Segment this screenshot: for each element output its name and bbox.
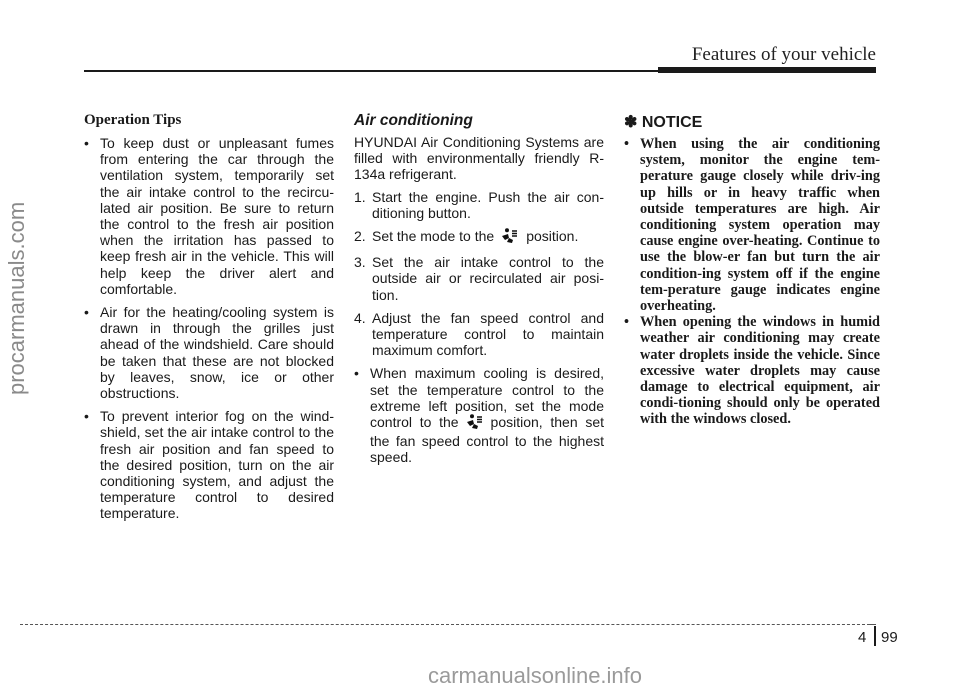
step-number: 1. bbox=[354, 188, 366, 205]
bullet-text-post: position, then set the fan speed control to the highest speed. bbox=[370, 414, 604, 466]
footer-rule bbox=[20, 624, 870, 625]
bullet-mark: • bbox=[84, 304, 89, 321]
bullet-mark: • bbox=[84, 408, 89, 425]
step-text-post: position. bbox=[526, 228, 579, 245]
running-header: Features of your vehicle bbox=[691, 44, 876, 65]
page-number-separator bbox=[874, 626, 876, 646]
side-watermark[interactable]: procarmanuals.com bbox=[4, 201, 29, 395]
chapter-number: 4 bbox=[858, 629, 867, 646]
bullet-mark: • bbox=[624, 136, 630, 152]
notice-item-text: When opening the windows in humid weather air conditioning may create water droplets inside the vehicle. Since excessive water droplets may cause damage to electrical equipment, air condi-tioning should only be operated with the windows closed. bbox=[640, 314, 880, 428]
notice-item bbox=[624, 314, 880, 427]
bottom-watermark[interactable]: carmanualsonline.info bbox=[428, 663, 643, 688]
column-air-conditioning bbox=[354, 112, 604, 473]
step-item bbox=[354, 228, 604, 247]
step-text bbox=[372, 228, 604, 247]
list-item bbox=[84, 408, 334, 521]
list-item-text: To keep dust or unpleasant fumes from entering the car through the ventilation system, temporarily set the air intake control to the recircu-lated air position. Be sure to return the control to the fresh air position when the irritation has passed to keep fresh air in the vehicle. This will help keep the driver alert and comfortable. bbox=[100, 135, 334, 297]
notice-item bbox=[624, 136, 880, 314]
step-text-pre: Set the mode to the bbox=[372, 228, 495, 245]
header-rule-thick bbox=[658, 67, 876, 73]
section-heading-air-conditioning: Air conditioning bbox=[354, 112, 473, 129]
step-item bbox=[354, 254, 604, 303]
notice-item-text: When using the air conditioning system, monitor the engine tem-perature gauge closely while driv-ing up hills or in heavy traffic when outside temperatures are high. Air conditioning system operation may cause engine over-heating. Continue to use the blow-er fan but turn the air condition-ing system off if the engine tem-perature gauge indicates engine overheating. bbox=[640, 136, 880, 315]
step-text: Adjust the fan speed control and temperature control to maintain maximum comfort. bbox=[372, 309, 604, 359]
step-item bbox=[354, 310, 604, 359]
list-item bbox=[354, 365, 604, 465]
step-text: Start the engine. Push the air con-ditioning button. bbox=[372, 188, 604, 221]
column-notice bbox=[624, 112, 880, 428]
page-number: 99 bbox=[881, 629, 898, 646]
bullet-mark: • bbox=[354, 365, 359, 382]
list-item-text bbox=[370, 365, 604, 465]
intro-paragraph: HYUNDAI Air Conditioning Systems are filled with environmentally friendly R-134a refrigerant. bbox=[354, 134, 604, 183]
step-item bbox=[354, 189, 604, 221]
header-rule bbox=[84, 70, 658, 72]
step-number: 3. bbox=[354, 254, 366, 271]
step-number: 4. bbox=[354, 309, 366, 326]
face-vent-mode-icon bbox=[500, 228, 518, 247]
notice-heading: ✽ NOTICE bbox=[624, 114, 703, 131]
bullet-mark: • bbox=[84, 135, 89, 151]
step-text: Set the air intake control to the outside air or recirculated air posi-tion. bbox=[372, 254, 604, 303]
bullet-mark: • bbox=[624, 314, 630, 331]
list-item bbox=[84, 135, 334, 297]
footer-rule-end bbox=[870, 624, 876, 625]
column-operation-tips bbox=[84, 112, 334, 529]
bullet-text-pre: When maximum cooling is desired, set the temperature control to the extreme left position, set the mode control to the bbox=[370, 365, 604, 431]
step-number: 2. bbox=[354, 228, 366, 245]
face-vent-mode-icon bbox=[465, 414, 483, 433]
section-heading-operation-tips: Operation Tips bbox=[84, 112, 182, 128]
list-item-text: Air for the heating/cooling system is drawn in through the grilles just ahead of the windshield. Care should be taken that these are not blocked by leaves, snow, ice or other obstructions. bbox=[100, 304, 334, 402]
list-item bbox=[84, 304, 334, 401]
list-item-text: To prevent interior fog on the wind-shield, set the air intake control to the fresh air position and fan speed to the desired position, turn on the air conditioning system, and adjust the temperature control to desired temperature. bbox=[100, 408, 334, 522]
